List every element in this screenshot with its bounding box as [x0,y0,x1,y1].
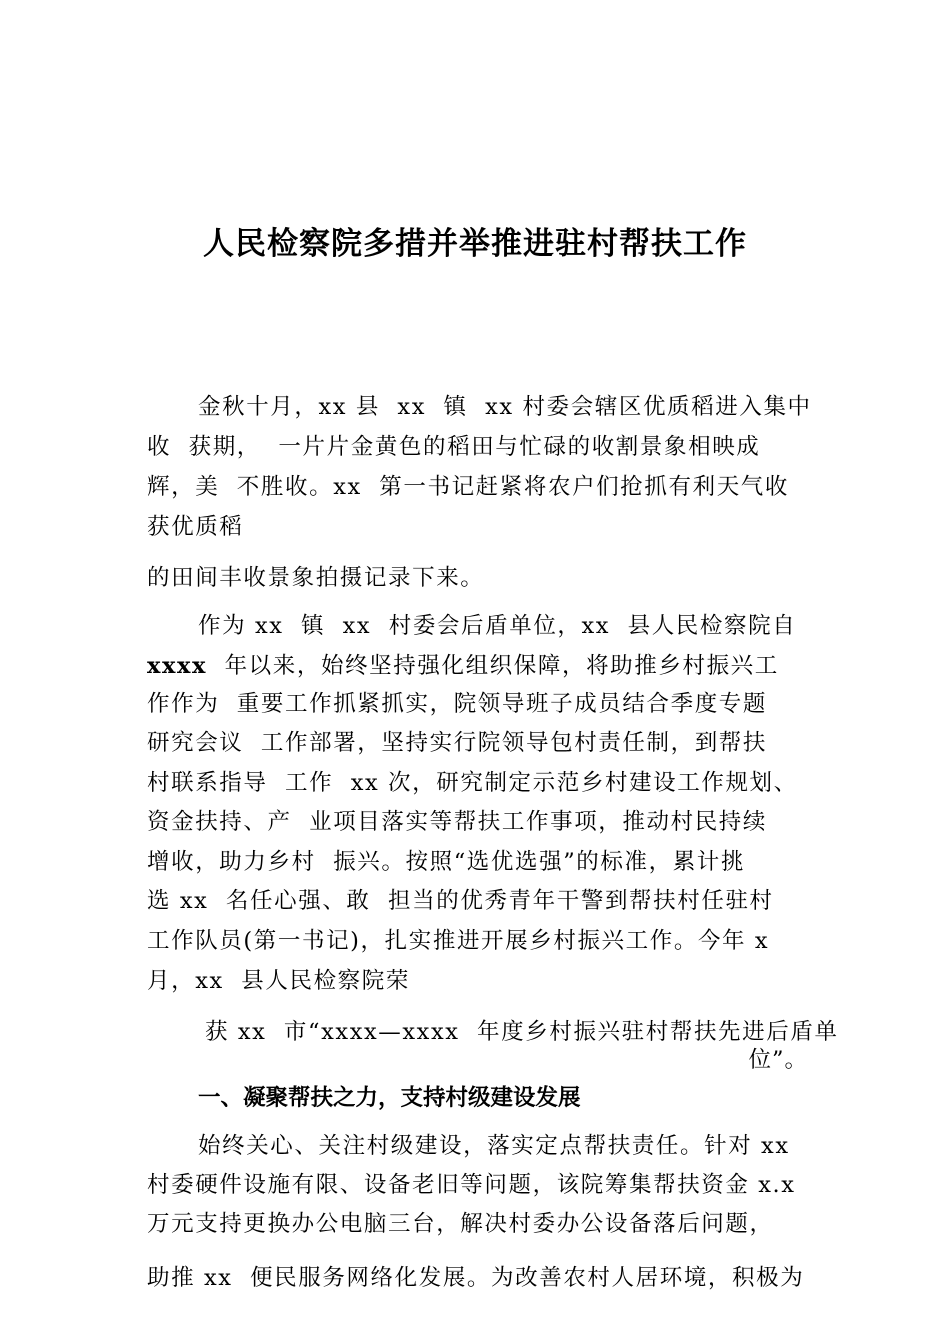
paragraph-line: 万元支持更换办公电脑三台，解决村委办公设备落后问题， [147,1211,774,1237]
paragraph-line-text: 年以来，始终坚持强化组织保障，将助推乡村振兴工 [207,653,779,679]
award-line: 位”。 [748,1047,808,1073]
paragraph-line [147,651,779,681]
paragraph-line: 月，xx 县人民检察院荣 [147,968,410,994]
paragraph-line: 始终关心、关注村级建设，落实定点帮扶责任。针对 xx [198,1133,790,1159]
paragraph-line: 的田间丰收景象拍摄记录下来。 [147,565,485,591]
document-title: 人民检察院多措并举推进驻村帮扶工作 [203,226,747,262]
bold-year: xxxx [147,653,208,679]
paragraph-line: 选 xx 名任心强、敢 担当的优秀青年干警到帮扶村任驻村 [147,888,774,914]
paragraph-line: 研究会议 工作部署，坚持实行院领导包村责任制，到帮扶 [147,730,768,756]
award-line: 获 xx 市“xxxx—xxxx 年度乡村振兴驻村帮扶先进后盾单 [205,1019,839,1045]
paragraph-line: 辉，美 不胜收。xx 第一书记赶紧将农户们抢抓有利天气收 [147,474,789,500]
paragraph-line: 工作队员(第一书记)，扎实推进开展乡村振兴工作。今年 x [147,928,770,954]
paragraph-line: 增收，助力乡村 振兴。按照“选优选强”的标准，累计挑 [147,849,746,875]
paragraph-line: 资金扶持、产 业项目落实等帮扶工作事项，推动村民持续 [147,809,768,835]
paragraph-line: 获优质稻 [147,514,244,540]
paragraph-line: 村委硬件设施有限、设备老旧等问题，该院筹集帮扶资金 x.x [147,1172,796,1198]
paragraph-line: 金秋十月，xx 县 xx 镇 xx 村委会辖区优质稻进入集中 [198,394,812,420]
paragraph-line: 作作为 重要工作抓紧抓实，院领导班子成员结合季度专题 [147,691,768,717]
paragraph-line: 收 获期， 一片片金黄色的稻田与忙碌的收割景象相映成 [147,434,761,460]
paragraph-line: 村联系指导 工作 xx 次，研究制定示范乡村建设工作规划、 [147,770,798,796]
paragraph-line: 作为 xx 镇 xx 村委会后盾单位，xx 县人民检察院自 [198,613,797,639]
paragraph-line: 助推 xx 便民服务网络化发展。为改善农村人居环境，积极为 [147,1265,805,1291]
section-heading: 一、凝聚帮扶之力，支持村级建设发展 [198,1085,581,1111]
